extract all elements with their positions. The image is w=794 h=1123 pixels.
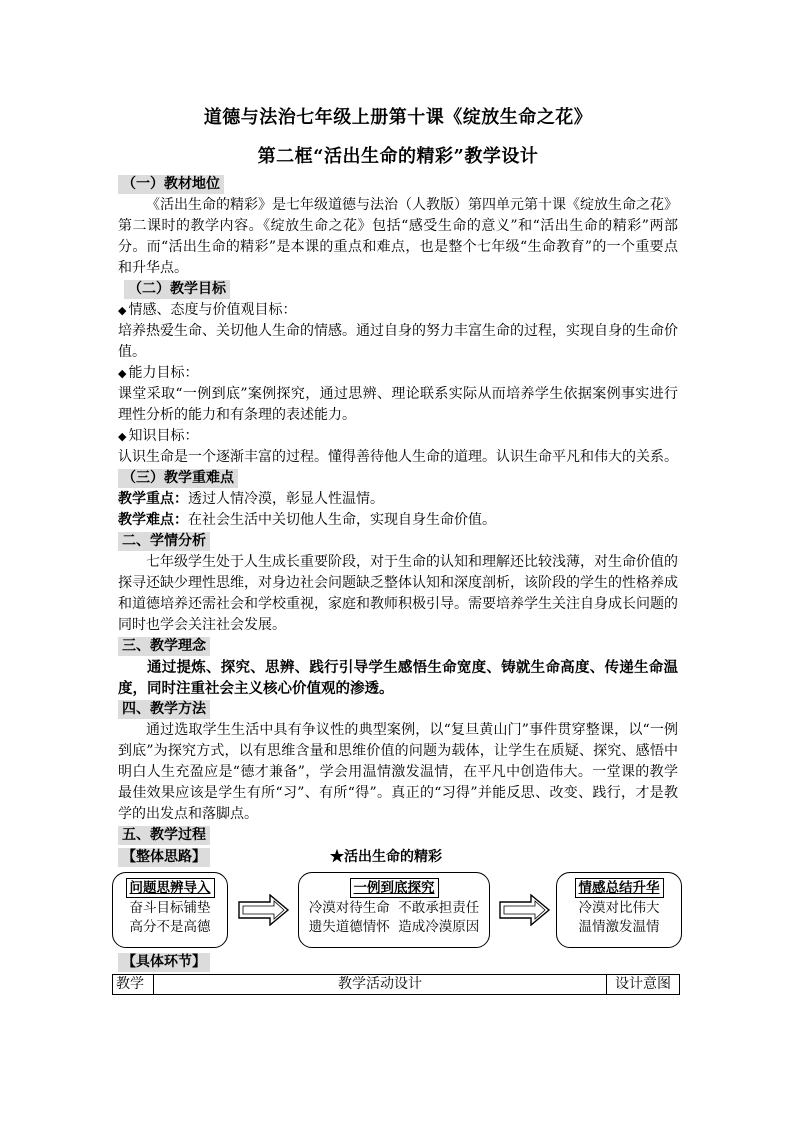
- difficult-point-row: [118, 510, 678, 531]
- detail-steps-label: 【具体环节】: [118, 953, 210, 972]
- document-title: 道德与法治七年级上册第十课《绽放生命之花》: [203, 107, 593, 128]
- diamond-bullet-icon: ◆: [118, 430, 127, 443]
- flow-box-explore: [298, 872, 490, 948]
- flow-box-intro-line2: 高分不是高德: [129, 919, 211, 935]
- process-table: [112, 974, 680, 995]
- table-header-cell: 设计意图: [607, 975, 680, 995]
- document-content: [118, 104, 678, 995]
- textbook-position-text: 《活出生命的精彩》是七年级道德与法治（人教版）第四单元第十课《绽放生命之花》第二课时的教学内容。《绽放生命之花》包括“感受生命的意义”和“活出生命的精彩”两部分。而“活出生命的精彩”是本课的重点和难点，也是整个七年级“生命教育”的一个重要点和升华点。: [118, 197, 678, 276]
- section-heading-teaching-goals: （二）教学目标: [124, 280, 230, 299]
- flow-box-intro-heading: 问题思辨导入: [126, 878, 215, 898]
- section-heading-learner-analysis: 二、学情分析: [118, 532, 210, 551]
- flow-box-summary-line2: 温情激发温情: [578, 919, 660, 935]
- goal-knowledge-label: 知识目标：: [128, 428, 199, 444]
- section-heading-teaching-philosophy: 三、教学理念: [118, 637, 210, 656]
- overall-idea-label: 【整体思路】: [118, 848, 210, 867]
- flow-box-summary-line1: 冷漠对比伟大: [578, 900, 660, 916]
- section-heading-textbook-position: （一）教材地位: [118, 175, 224, 194]
- teaching-philosophy-text: 通过提炼、探究、思辨、践行引导学生感悟生命宽度、铸就生命高度、传递生命温度，同时注重社会主义核心价值观的渗透。: [118, 659, 678, 697]
- flow-title: ★活出生命的精彩: [330, 849, 442, 865]
- difficult-point-text: 在社会生活中关切他人生命，实现自身生命价值。: [188, 512, 496, 528]
- section-heading-teaching-method: 四、教学方法: [118, 700, 210, 719]
- goal-knowledge-label-row: [118, 426, 678, 447]
- table-header-cell: 教学: [113, 975, 154, 995]
- goal-emotion-text: 培养热爱生命、关切他人生命的情感。通过自身的努力丰富生命的过程，实现自身的生命价值。: [118, 323, 678, 360]
- flow-box-intro-line1: 奋斗目标铺垫: [129, 900, 211, 916]
- flow-box-intro: [112, 872, 228, 948]
- learner-analysis-text: 七年级学生处于人生成长重要阶段，对于生命的认知和理解还比较浅薄，对生命价值的探寻还缺少理性思维，对身边社会问题缺乏整体认知和深度剖析，该阶段的学生的性格养成和道德培养还需社会和学校重视，家庭和教师积极引导。需要培养学生关注自身成长问题的同时也学会关注社会发展。: [118, 554, 678, 633]
- flow-box-explore-line1: 冷漠对待生命 不敢承担责任: [308, 900, 480, 916]
- flow-box-summary-heading: 情感总结升华: [575, 878, 664, 898]
- flow-header: [118, 848, 678, 870]
- goal-emotion-label-row: [118, 300, 678, 321]
- diamond-bullet-icon: ◆: [118, 304, 127, 317]
- goal-ability-text: 课堂采取“一例到底”案例探究，通过思辨、理论联系实际从而培养学生依据案例事实进行理性分析的能力和有条理的表述能力。: [118, 386, 678, 423]
- flow-box-summary: [556, 872, 682, 948]
- flow-box-explore-line2: 遗失道德情怀 造成冷漠原因: [308, 919, 480, 935]
- right-arrow-icon: [238, 894, 290, 926]
- key-point-row: [118, 489, 678, 510]
- goal-emotion-label: 情感、态度与价值观目标：: [128, 302, 297, 318]
- teaching-method-text: 通过选取学生生活中具有争议性的典型案例，以“复旦黄山门”事件贯穿整课，以“一例到底”为探究方式，以有思维含量和思维价值的问题为载体，让学生在质疑、探究、感悟中明白人生充盈应是“德才兼备”，学会用温情激发温情，在平凡中创造伟大。一堂课的教学最佳效果应该是学生有所“习”、有所“得”。真正的“习得”并能反思、改变、践行，才是教学的出发点和落脚点。: [118, 722, 678, 822]
- difficult-point-label: 教学难点：: [118, 512, 188, 528]
- section-heading-key-difficult: （三）教学重难点: [118, 469, 238, 488]
- key-point-label: 教学重点：: [118, 491, 188, 507]
- right-arrow-icon: [499, 894, 551, 926]
- table-header-row: [113, 975, 680, 995]
- key-point-text: 透过人情冷漠，彰显人性温情。: [188, 491, 384, 507]
- flow-box-explore-heading: 一例到底探究: [350, 878, 439, 898]
- goal-knowledge-text: 认识生命是一个逐渐丰富的过程。懂得善待他人生命的道理。认识生命平凡和伟大的关系。: [118, 449, 678, 465]
- section-heading-teaching-process: 五、教学过程: [118, 826, 210, 845]
- table-header-cell: 教学活动设计: [154, 975, 607, 995]
- goal-ability-label-row: [118, 363, 678, 384]
- document-subtitle: 第二框“活出生命的精彩”教学设计: [257, 146, 539, 167]
- flow-diagram: [118, 872, 678, 952]
- diamond-bullet-icon: ◆: [118, 367, 127, 380]
- goal-ability-label: 能力目标：: [128, 365, 199, 381]
